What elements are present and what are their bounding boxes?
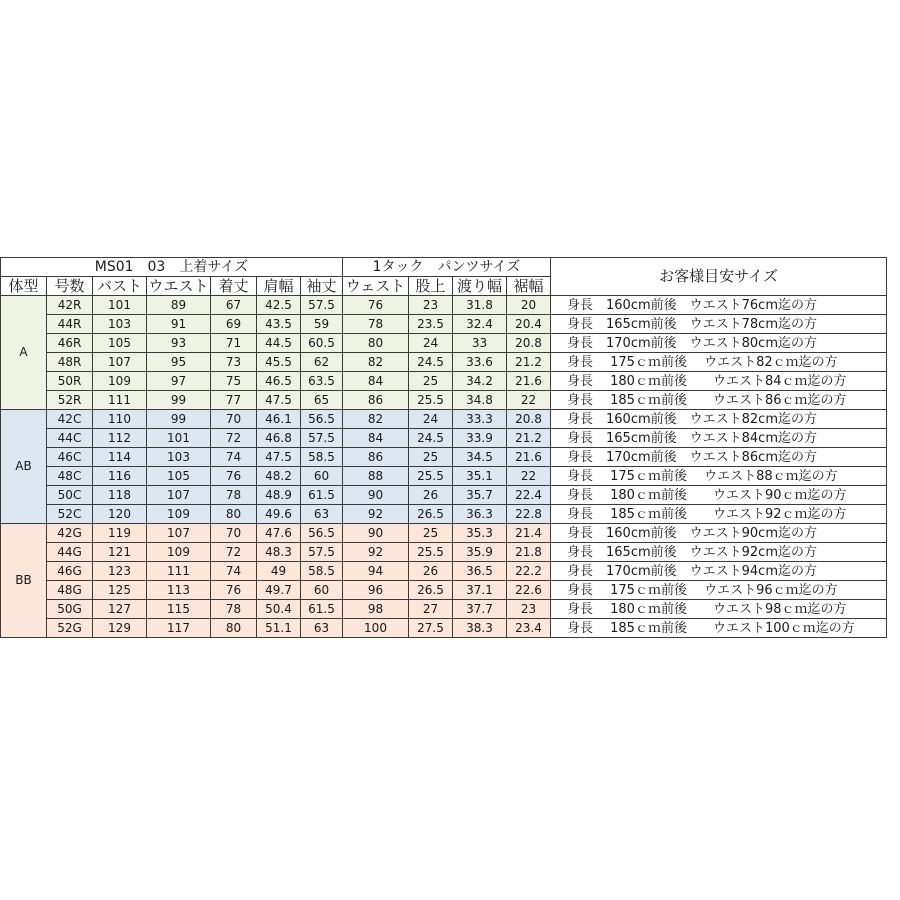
customer-guide-cell: 身長 160cm前後 ウエスト82cm迄の方 [551, 410, 887, 429]
rise-cell: 25.5 [409, 543, 453, 562]
table-row [1, 562, 887, 581]
jacket-waist-cell: 99 [147, 391, 211, 410]
pants-size-header: 1タック パンツサイズ [343, 258, 551, 277]
size-cell: 42R [47, 296, 93, 315]
length-cell: 74 [211, 562, 257, 581]
shoulder-cell: 49.6 [257, 505, 301, 524]
table-row [1, 296, 887, 315]
hem-cell: 23.4 [507, 619, 551, 638]
jacket-size-header: MS01 03 上着サイズ [1, 258, 343, 277]
shoulder-cell: 44.5 [257, 334, 301, 353]
rise-cell: 24 [409, 410, 453, 429]
pants-waist-cell: 82 [343, 410, 409, 429]
pants-waist-cell: 88 [343, 467, 409, 486]
length-cell: 76 [211, 467, 257, 486]
bust-cell: 116 [93, 467, 147, 486]
sleeve-cell: 57.5 [301, 296, 343, 315]
bust-cell: 107 [93, 353, 147, 372]
size-cell: 46G [47, 562, 93, 581]
jacket-waist-cell: 107 [147, 524, 211, 543]
bust-cell: 101 [93, 296, 147, 315]
table-row [1, 429, 887, 448]
col-bust: バスト [93, 277, 147, 296]
size-cell: 44C [47, 429, 93, 448]
table-row [1, 448, 887, 467]
bust-cell: 114 [93, 448, 147, 467]
hem-cell: 20.8 [507, 334, 551, 353]
bust-cell: 111 [93, 391, 147, 410]
rise-cell: 24 [409, 334, 453, 353]
shoulder-cell: 46.8 [257, 429, 301, 448]
table-row [1, 524, 887, 543]
pants-waist-cell: 84 [343, 372, 409, 391]
thigh-cell: 35.7 [453, 486, 507, 505]
shoulder-cell: 49 [257, 562, 301, 581]
bust-cell: 120 [93, 505, 147, 524]
jacket-waist-cell: 109 [147, 543, 211, 562]
size-cell: 52R [47, 391, 93, 410]
bust-cell: 125 [93, 581, 147, 600]
customer-guide-header: お客様目安サイズ [551, 258, 887, 296]
sleeve-cell: 63.5 [301, 372, 343, 391]
pants-waist-cell: 82 [343, 353, 409, 372]
rise-cell: 25.5 [409, 391, 453, 410]
thigh-cell: 31.8 [453, 296, 507, 315]
jacket-waist-cell: 105 [147, 467, 211, 486]
bust-cell: 121 [93, 543, 147, 562]
pants-waist-cell: 80 [343, 334, 409, 353]
body-type-label: A [1, 296, 47, 410]
customer-guide-cell: 身長 175ｃｍ前後 ウエスト88ｃｍ迄の方 [551, 467, 887, 486]
bust-cell: 123 [93, 562, 147, 581]
table-row [1, 619, 887, 638]
bust-cell: 112 [93, 429, 147, 448]
shoulder-cell: 47.6 [257, 524, 301, 543]
table-row [1, 410, 887, 429]
shoulder-cell: 48.3 [257, 543, 301, 562]
pants-waist-cell: 78 [343, 315, 409, 334]
shoulder-cell: 43.5 [257, 315, 301, 334]
rise-cell: 25 [409, 448, 453, 467]
thigh-cell: 36.3 [453, 505, 507, 524]
bust-cell: 118 [93, 486, 147, 505]
shoulder-cell: 42.5 [257, 296, 301, 315]
customer-guide-cell: 身長 170cm前後 ウエスト80cm迄の方 [551, 334, 887, 353]
customer-guide-cell: 身長 180ｃｍ前後 ウエスト98ｃｍ迄の方 [551, 600, 887, 619]
pants-waist-cell: 90 [343, 486, 409, 505]
customer-guide-cell: 身長 170cm前後 ウエスト86cm迄の方 [551, 448, 887, 467]
shoulder-cell: 51.1 [257, 619, 301, 638]
rise-cell: 26.5 [409, 505, 453, 524]
pants-waist-cell: 76 [343, 296, 409, 315]
table-body [1, 296, 887, 638]
shoulder-cell: 46.1 [257, 410, 301, 429]
bust-cell: 119 [93, 524, 147, 543]
length-cell: 70 [211, 410, 257, 429]
size-cell: 52G [47, 619, 93, 638]
pants-waist-cell: 86 [343, 448, 409, 467]
customer-guide-cell: 身長 170cm前後 ウエスト94cm迄の方 [551, 562, 887, 581]
jacket-waist-cell: 89 [147, 296, 211, 315]
thigh-cell: 37.1 [453, 581, 507, 600]
jacket-waist-cell: 107 [147, 486, 211, 505]
table-row [1, 315, 887, 334]
body-type-label: BB [1, 524, 47, 638]
rise-cell: 26 [409, 562, 453, 581]
pants-waist-cell: 96 [343, 581, 409, 600]
jacket-waist-cell: 101 [147, 429, 211, 448]
hem-cell: 21.4 [507, 524, 551, 543]
thigh-cell: 37.7 [453, 600, 507, 619]
sleeve-cell: 65 [301, 391, 343, 410]
length-cell: 69 [211, 315, 257, 334]
size-cell: 42C [47, 410, 93, 429]
size-cell: 46R [47, 334, 93, 353]
sleeve-cell: 57.5 [301, 543, 343, 562]
col-sleeve: 袖丈 [301, 277, 343, 296]
rise-cell: 24.5 [409, 353, 453, 372]
sleeve-cell: 56.5 [301, 524, 343, 543]
sleeve-cell: 61.5 [301, 600, 343, 619]
col-pants-waist: ウェスト [343, 277, 409, 296]
customer-guide-cell: 身長 185ｃｍ前後 ウエスト100ｃｍ迄の方 [551, 619, 887, 638]
table-row [1, 334, 887, 353]
table-row [1, 543, 887, 562]
col-body-type: 体型 [1, 277, 47, 296]
rise-cell: 26 [409, 486, 453, 505]
hem-cell: 20 [507, 296, 551, 315]
rise-cell: 26.5 [409, 581, 453, 600]
table-row [1, 486, 887, 505]
table-row [1, 391, 887, 410]
sleeve-cell: 56.5 [301, 410, 343, 429]
thigh-cell: 33.6 [453, 353, 507, 372]
thigh-cell: 34.8 [453, 391, 507, 410]
thigh-cell: 38.3 [453, 619, 507, 638]
length-cell: 78 [211, 486, 257, 505]
pants-waist-cell: 92 [343, 543, 409, 562]
shoulder-cell: 45.5 [257, 353, 301, 372]
jacket-waist-cell: 95 [147, 353, 211, 372]
hem-cell: 21.2 [507, 353, 551, 372]
customer-guide-cell: 身長 185ｃｍ前後 ウエスト86ｃｍ迄の方 [551, 391, 887, 410]
length-cell: 67 [211, 296, 257, 315]
rise-cell: 25 [409, 524, 453, 543]
shoulder-cell: 46.5 [257, 372, 301, 391]
thigh-cell: 32.4 [453, 315, 507, 334]
jacket-waist-cell: 103 [147, 448, 211, 467]
bust-cell: 105 [93, 334, 147, 353]
size-chart-table [0, 257, 887, 638]
length-cell: 77 [211, 391, 257, 410]
sleeve-cell: 60 [301, 467, 343, 486]
length-cell: 80 [211, 619, 257, 638]
customer-guide-cell: 身長 160cm前後 ウエスト76cm迄の方 [551, 296, 887, 315]
hem-cell: 22.6 [507, 581, 551, 600]
jacket-waist-cell: 91 [147, 315, 211, 334]
rise-cell: 24.5 [409, 429, 453, 448]
length-cell: 78 [211, 600, 257, 619]
customer-guide-cell: 身長 180ｃｍ前後 ウエスト90ｃｍ迄の方 [551, 486, 887, 505]
col-rise: 股上 [409, 277, 453, 296]
shoulder-cell: 48.2 [257, 467, 301, 486]
length-cell: 76 [211, 581, 257, 600]
thigh-cell: 34.2 [453, 372, 507, 391]
thigh-cell: 33 [453, 334, 507, 353]
table-row [1, 353, 887, 372]
size-cell: 42G [47, 524, 93, 543]
size-cell: 50R [47, 372, 93, 391]
thigh-cell: 34.5 [453, 448, 507, 467]
size-cell: 44R [47, 315, 93, 334]
col-jacket-waist: ウエスト [148, 276, 209, 295]
bust-cell: 129 [93, 619, 147, 638]
col-thigh: 渡り幅 [453, 277, 507, 296]
thigh-cell: 35.3 [453, 524, 507, 543]
table-row [1, 581, 887, 600]
col-hem: 裾幅 [507, 277, 551, 296]
body-type-label: AB [1, 410, 47, 524]
length-cell: 72 [211, 543, 257, 562]
customer-guide-cell: 身長 175ｃｍ前後 ウエスト96ｃｍ迄の方 [551, 581, 887, 600]
bust-cell: 127 [93, 600, 147, 619]
sleeve-cell: 60 [301, 581, 343, 600]
customer-guide-cell: 身長 165cm前後 ウエスト92cm迄の方 [551, 543, 887, 562]
shoulder-cell: 48.9 [257, 486, 301, 505]
rise-cell: 25 [409, 372, 453, 391]
length-cell: 70 [211, 524, 257, 543]
length-cell: 74 [211, 448, 257, 467]
size-cell: 48R [47, 353, 93, 372]
table-row [1, 467, 887, 486]
jacket-waist-cell: 113 [147, 581, 211, 600]
hem-cell: 22 [507, 391, 551, 410]
hem-cell: 20.8 [507, 410, 551, 429]
size-cell: 50C [47, 486, 93, 505]
rise-cell: 25.5 [409, 467, 453, 486]
sleeve-cell: 60.5 [301, 334, 343, 353]
thigh-cell: 33.3 [453, 410, 507, 429]
bust-cell: 103 [93, 315, 147, 334]
bust-cell: 109 [93, 372, 147, 391]
shoulder-cell: 49.7 [257, 581, 301, 600]
pants-waist-cell: 92 [343, 505, 409, 524]
hem-cell: 21.6 [507, 372, 551, 391]
thigh-cell: 33.9 [453, 429, 507, 448]
thigh-cell: 36.5 [453, 562, 507, 581]
hem-cell: 22.4 [507, 486, 551, 505]
customer-guide-cell: 身長 160cm前後 ウエスト90cm迄の方 [551, 524, 887, 543]
sleeve-cell: 57.5 [301, 429, 343, 448]
pants-waist-cell: 84 [343, 429, 409, 448]
size-cell: 48C [47, 467, 93, 486]
jacket-waist-cell: 99 [147, 410, 211, 429]
hem-cell: 23 [507, 600, 551, 619]
table-row [1, 600, 887, 619]
sleeve-cell: 63 [301, 619, 343, 638]
sleeve-cell: 62 [301, 353, 343, 372]
hem-cell: 22.8 [507, 505, 551, 524]
hem-cell: 22 [507, 467, 551, 486]
hem-cell: 21.2 [507, 429, 551, 448]
sleeve-cell: 63 [301, 505, 343, 524]
customer-guide-cell: 身長 180ｃｍ前後 ウエスト84ｃｍ迄の方 [551, 372, 887, 391]
length-cell: 72 [211, 429, 257, 448]
pants-waist-cell: 100 [343, 619, 409, 638]
customer-guide-cell: 身長 175ｃｍ前後 ウエスト82ｃｍ迄の方 [551, 353, 887, 372]
pants-waist-cell: 98 [343, 600, 409, 619]
hem-cell: 22.2 [507, 562, 551, 581]
shoulder-cell: 50.4 [257, 600, 301, 619]
size-cell: 48G [47, 581, 93, 600]
customer-guide-cell: 身長 165cm前後 ウエスト78cm迄の方 [551, 315, 887, 334]
jacket-waist-cell: 111 [147, 562, 211, 581]
bust-cell: 110 [93, 410, 147, 429]
pants-waist-cell: 86 [343, 391, 409, 410]
hem-cell: 21.6 [507, 448, 551, 467]
col-length: 着丈 [211, 277, 257, 296]
jacket-waist-cell: 93 [147, 334, 211, 353]
col-size-number: 号数 [47, 277, 93, 296]
sleeve-cell: 61.5 [301, 486, 343, 505]
length-cell: 80 [211, 505, 257, 524]
thigh-cell: 35.1 [453, 467, 507, 486]
sleeve-cell: 59 [301, 315, 343, 334]
customer-guide-cell: 身長 165cm前後 ウエスト84cm迄の方 [551, 429, 887, 448]
rise-cell: 23.5 [409, 315, 453, 334]
length-cell: 73 [211, 353, 257, 372]
rise-cell: 23 [409, 296, 453, 315]
size-cell: 52C [47, 505, 93, 524]
rise-cell: 27 [409, 600, 453, 619]
sleeve-cell: 58.5 [301, 448, 343, 467]
size-cell: 46C [47, 448, 93, 467]
pants-waist-cell: 90 [343, 524, 409, 543]
thigh-cell: 35.9 [453, 543, 507, 562]
pants-waist-cell: 94 [343, 562, 409, 581]
jacket-waist-cell: 115 [147, 600, 211, 619]
hem-cell: 20.4 [507, 315, 551, 334]
jacket-waist-cell: 97 [147, 372, 211, 391]
jacket-waist-cell: 117 [147, 619, 211, 638]
customer-guide-cell: 身長 185ｃｍ前後 ウエスト92ｃｍ迄の方 [551, 505, 887, 524]
size-cell: 50G [47, 600, 93, 619]
hem-cell: 21.8 [507, 543, 551, 562]
size-cell: 44G [47, 543, 93, 562]
rise-cell: 27.5 [409, 619, 453, 638]
jacket-waist-cell: 109 [147, 505, 211, 524]
table-row [1, 505, 887, 524]
length-cell: 71 [211, 334, 257, 353]
sleeve-cell: 58.5 [301, 562, 343, 581]
col-shoulder: 肩幅 [257, 277, 301, 296]
table-row [1, 372, 887, 391]
shoulder-cell: 47.5 [257, 448, 301, 467]
length-cell: 75 [211, 372, 257, 391]
shoulder-cell: 47.5 [257, 391, 301, 410]
